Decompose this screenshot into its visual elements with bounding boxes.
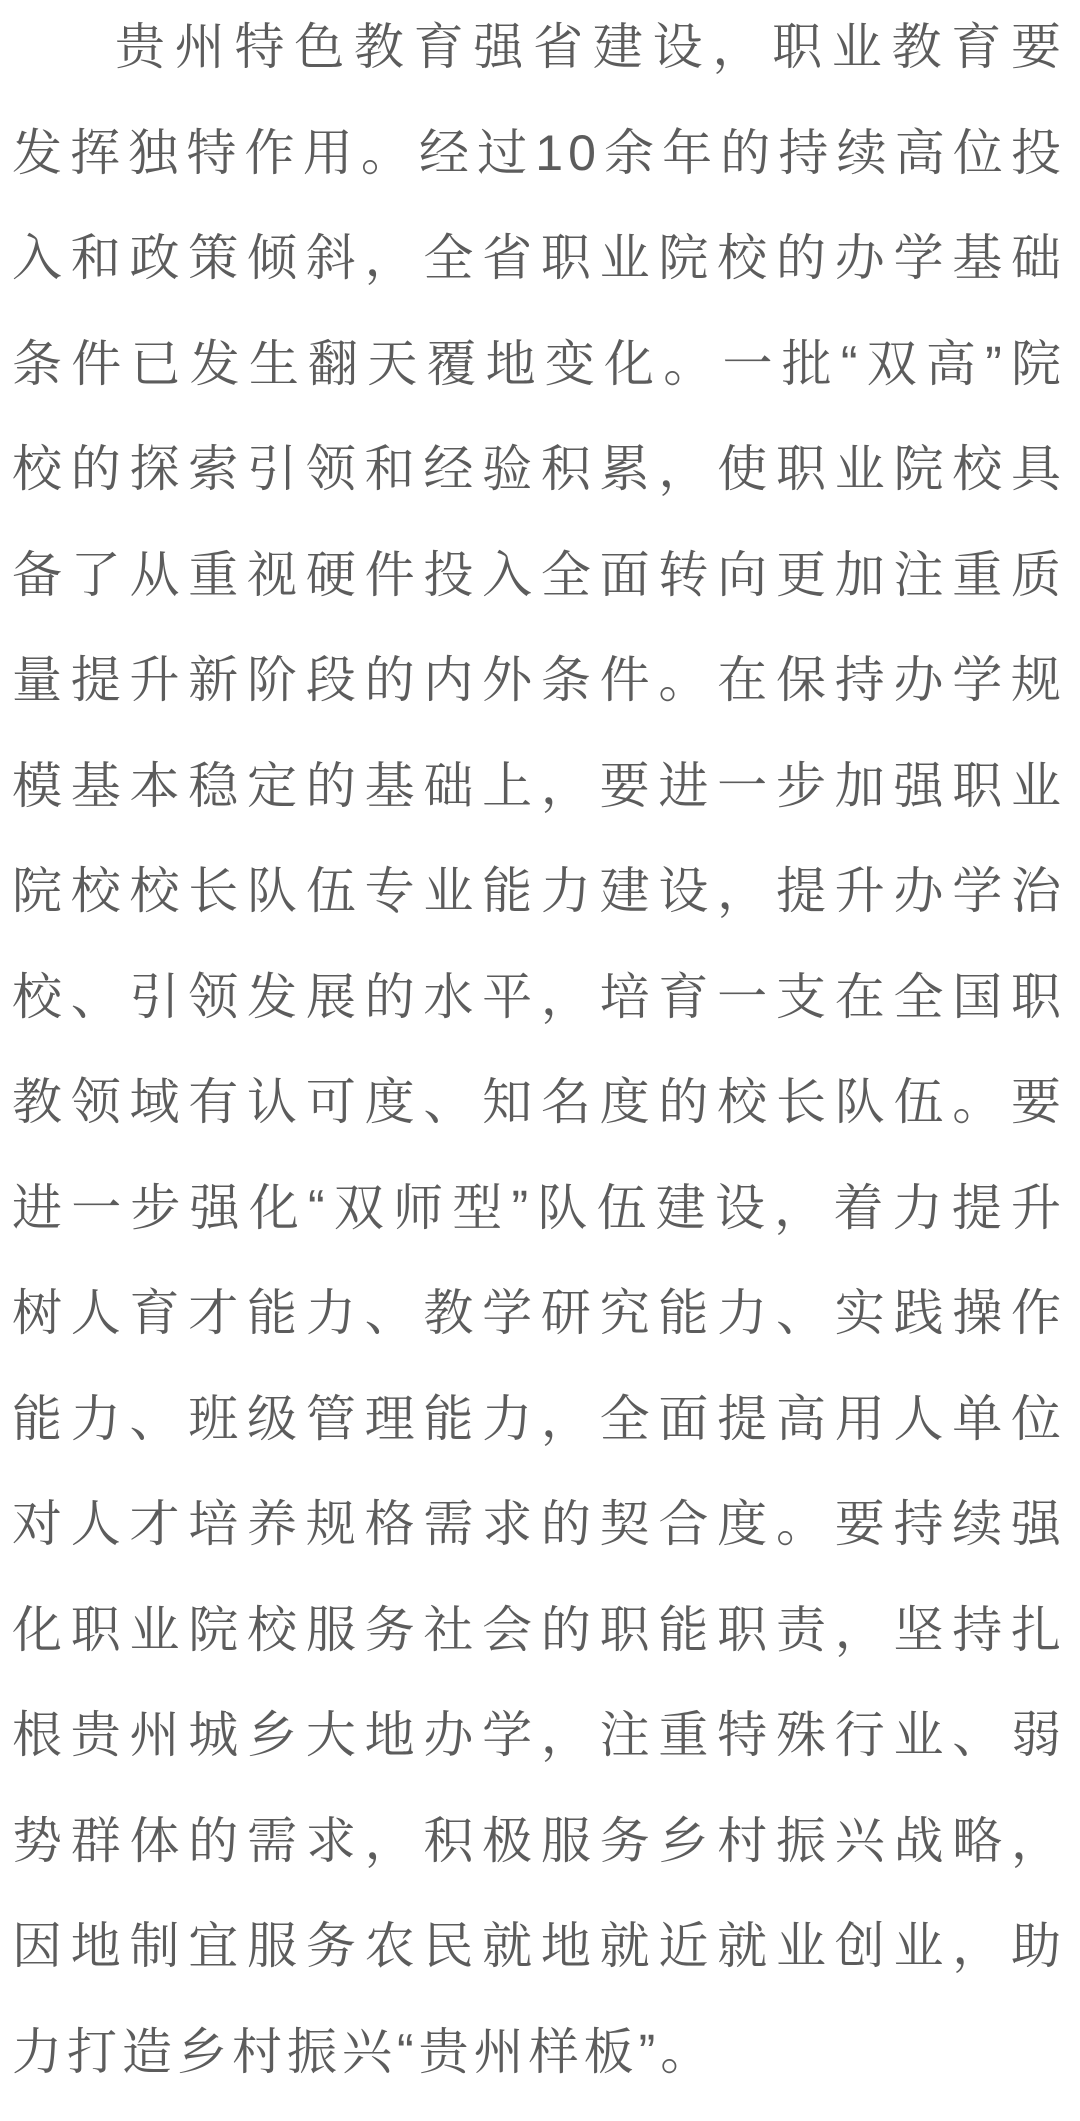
paragraph-line: 入和政策倾斜，全省职业院校的办学基础 xyxy=(12,230,1066,286)
paragraph-line: 贵州特色教育强省建设，职业教育要 xyxy=(115,19,1066,75)
paragraph-line: 校、引领发展的水平，培育一支在全国职 xyxy=(12,968,1066,1025)
paragraph-line: 因地制宜服务农民就地就近就业创业，助 xyxy=(12,1918,1066,1974)
paragraph-line: 力打造乡村振兴“贵州样板”。 xyxy=(12,2023,716,2080)
paragraph-line: 条件已发生翻天覆地变化。一批“双高”院 xyxy=(12,335,1066,392)
paragraph-line: 根贵州城乡大地办学，注重特殊行业、弱 xyxy=(12,1707,1066,1763)
paragraph-line: 模基本稳定的基础上，要进一步加强职业 xyxy=(12,757,1066,814)
paragraph-line: 教领域有认可度、知名度的校长队伍。要 xyxy=(12,1074,1066,1130)
paragraph-line: 树人育才能力、教学研究能力、实践操作 xyxy=(12,1285,1066,1341)
paragraph-line: 化职业院校服务社会的职能职责，坚持扎 xyxy=(12,1601,1066,1658)
paragraph-line: 发挥独特作用。经过10余年的持续高位投 xyxy=(12,124,1066,181)
paragraph-line: 量提升新阶段的内外条件。在保持办学规 xyxy=(12,652,1066,708)
paragraph-line: 备了从重视硬件投入全面转向更加注重质 xyxy=(12,546,1066,603)
paragraph-line: 能力、班级管理能力，全面提高用人单位 xyxy=(12,1390,1066,1447)
paragraph-line: 势群体的需求，积极服务乡村振兴战略， xyxy=(12,1812,1066,1869)
paragraph-line: 进一步强化“双师型”队伍建设，着力提升 xyxy=(12,1179,1066,1236)
paragraph-line: 对人才培养规格需求的契合度。要持续强 xyxy=(12,1496,1066,1552)
paragraph-line: 院校校长队伍专业能力建设，提升办学治 xyxy=(12,863,1066,919)
paragraph-line: 校的探索引领和经验积累，使职业院校具 xyxy=(12,441,1066,497)
